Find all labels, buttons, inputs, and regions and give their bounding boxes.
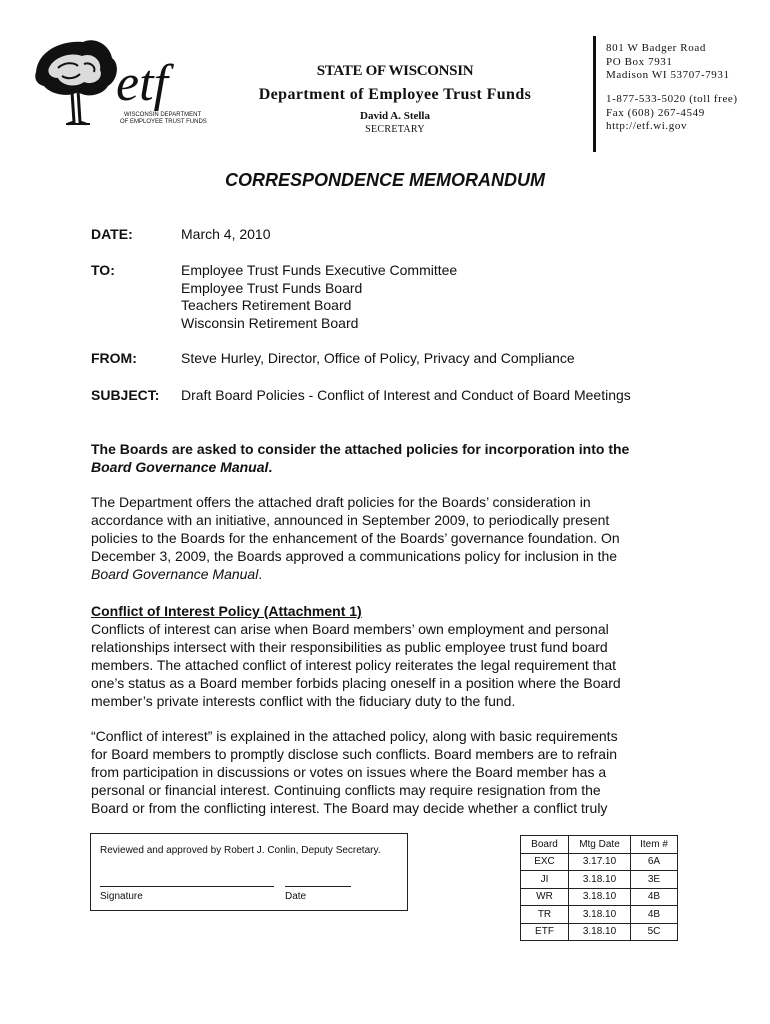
svg-text:etf: etf xyxy=(116,55,168,112)
contact-info xyxy=(606,93,738,134)
text-line: Board or from the conflicting interest. The Board may decide whether a conflict truly xyxy=(91,800,608,816)
text-line: relationships intersect with their responsibilities as public employee trust fund board xyxy=(91,639,608,655)
table-cell: 3E xyxy=(631,871,678,889)
manual-title: Board Governance Manual xyxy=(91,459,269,475)
mailing-address xyxy=(606,42,730,83)
text-line: one’s status as a Board member forbids placing oneself in a position where the Board xyxy=(91,675,621,691)
table-row xyxy=(521,853,678,871)
date-label: DATE: xyxy=(91,226,133,242)
table-cell: 3.18.10 xyxy=(569,871,631,889)
svg-text:OF EMPLOYEE TRUST FUNDS: OF EMPLOYEE TRUST FUNDS xyxy=(120,119,207,125)
address-line: Madison WI 53707-7931 xyxy=(606,69,730,81)
paragraph-coi-explained xyxy=(91,727,691,817)
column-header: Board xyxy=(521,836,569,854)
address-line: PO Box 7931 xyxy=(606,55,673,68)
to-label: TO: xyxy=(91,262,115,278)
signature-label: Signature xyxy=(100,891,143,902)
coi-section xyxy=(91,602,691,710)
secretary-title: SECRETARY xyxy=(365,124,425,135)
table-cell: 3.18.10 xyxy=(569,906,631,924)
recipient: Teachers Retirement Board xyxy=(181,297,352,313)
subject-label: SUBJECT: xyxy=(91,387,160,403)
intro-statement xyxy=(91,440,691,476)
text-line: members. The attached conflict of interest policy reiterates the legal requirement that xyxy=(91,657,617,673)
table-cell: WR xyxy=(521,888,569,906)
memo-title: CORRESPONDENCE MEMORANDUM xyxy=(224,170,545,190)
text-line: December 3, 2009, the Boards approved a communications policy for inclusion in the xyxy=(91,548,618,564)
date-field-label: Date xyxy=(285,891,307,902)
state-heading: STATE OF WISCONSIN xyxy=(316,63,474,79)
text-line: “Conflict of interest” is explained in the attached policy, along with basic requirements xyxy=(91,728,618,744)
table-cell: 3.18.10 xyxy=(569,888,631,906)
text-line: The Department offers the attached draft policies for the Boards’ consideration in xyxy=(91,494,591,510)
tree-icon xyxy=(35,40,117,124)
text-line: for Board members to promptly disclose such conflicts. Board members are to refrain xyxy=(91,746,617,762)
table-cell: EXC xyxy=(521,853,569,871)
text-line: policies to the Boards for the enhancement of the Boards’ governance foundation. On xyxy=(91,530,620,546)
text-line: Conflicts of interest can arise when Board members’ own employment and personal xyxy=(91,621,609,637)
table-cell: ETF xyxy=(521,923,569,941)
text-line: The Boards are asked to consider the attached policies for incorporation into the xyxy=(91,441,630,457)
date-line[interactable] xyxy=(285,886,351,887)
table-cell: 4B xyxy=(631,906,678,924)
text-line: Board Governance Manual. xyxy=(91,566,263,582)
department-heading: Department of Employee Trust Funds xyxy=(258,86,532,103)
table-row xyxy=(521,888,678,906)
agenda-table xyxy=(520,835,678,941)
recipient: Employee Trust Funds Board xyxy=(181,279,363,296)
svg-text:WISCONSIN DEPARTMENT: WISCONSIN DEPARTMENT xyxy=(124,112,202,118)
table-cell: 4B xyxy=(631,888,678,906)
table-cell: 5C xyxy=(631,923,678,941)
text-line: Board Governance Manual. xyxy=(91,459,273,475)
table-header-row xyxy=(521,836,678,854)
text-line: from participation in discussions or votes on issues where the Board member has a xyxy=(91,764,607,780)
text-line: personal or financial interest. Continuing conflicts may require resignation from the xyxy=(91,782,601,798)
phone-line: 1-877-533-5020 (toll free) xyxy=(606,93,738,105)
table-cell: TR xyxy=(521,906,569,924)
etf-logo xyxy=(28,32,207,132)
table-row xyxy=(521,923,678,941)
signature-line[interactable] xyxy=(100,886,274,887)
recipient: Wisconsin Retirement Board xyxy=(181,314,359,331)
manual-title: Board Governance Manual xyxy=(91,566,259,582)
table-cell: 6A xyxy=(631,853,678,871)
secretary-name: David A. Stella xyxy=(360,110,430,122)
recipient: Employee Trust Funds Executive Committee xyxy=(181,262,458,278)
website-link[interactable]: http://etf.wi.gov xyxy=(606,120,688,132)
section-heading: Conflict of Interest Policy (Attachment 1) xyxy=(91,603,362,619)
paragraph-intro xyxy=(91,493,691,583)
fax-line: Fax (608) 267-4549 xyxy=(606,106,705,119)
column-header: Item # xyxy=(631,836,678,854)
address-line: 801 W Badger Road xyxy=(606,42,706,54)
table-cell: 3.18.10 xyxy=(569,923,631,941)
table-row xyxy=(521,871,678,889)
from-value: Steve Hurley, Director, Office of Policy, Privacy and Compliance xyxy=(181,350,575,366)
from-label: FROM: xyxy=(91,350,137,366)
table-row xyxy=(521,906,678,924)
table-cell: 3.17.10 xyxy=(569,853,631,871)
column-header: Mtg Date xyxy=(569,836,631,854)
to-recipients xyxy=(181,262,457,332)
text-line: accordance with an initiative, announced in September 2009, to periodically present xyxy=(91,512,610,528)
subject-value: Draft Board Policies - Conflict of Interest and Conduct of Board Meetings xyxy=(181,387,631,403)
table-cell: JI xyxy=(521,871,569,889)
review-text: Reviewed and approved by Robert J. Conlin, Deputy Secretary. xyxy=(100,845,381,856)
text-line: member’s private interests conflict with the fiduciary duty to the fund. xyxy=(91,693,516,709)
letterhead-divider xyxy=(593,36,596,152)
date-value: March 4, 2010 xyxy=(181,226,271,242)
